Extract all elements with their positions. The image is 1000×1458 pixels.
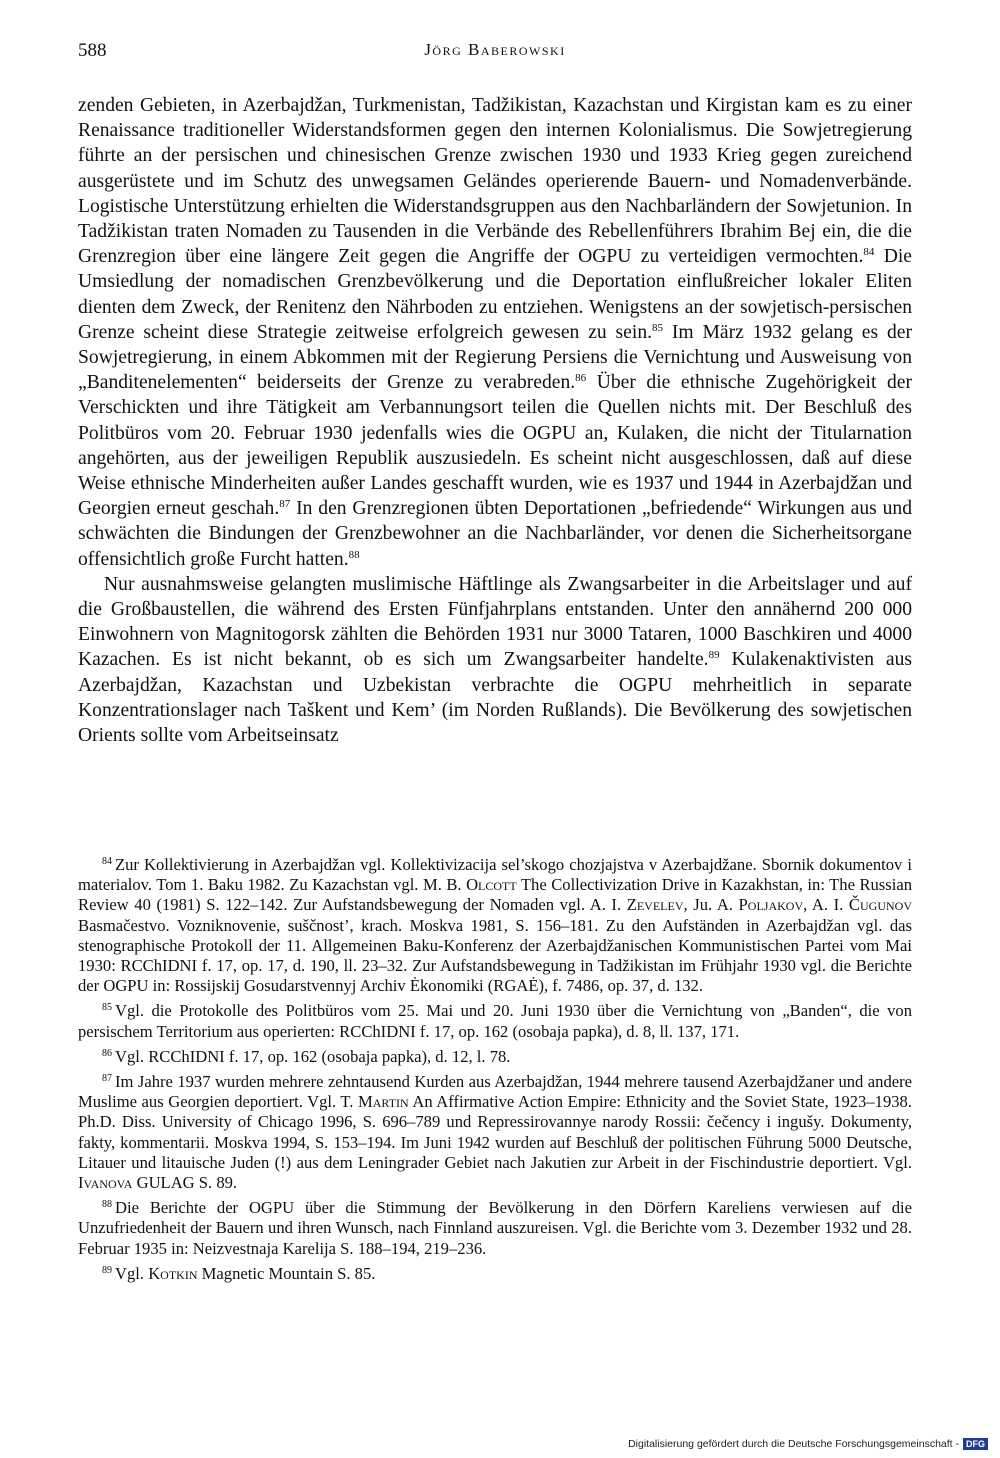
body-text (78, 93, 912, 748)
footnote-88: $^{88}$ Die Berichte der OGPU über die Stimmung der Bevölkerung in den Dörfern Kareliens verwiesen auf die Unzufriedenheit der Bauern und ihren Wunsch, nach Finnland auszureisen. Vgl. die Berichte vom 3. Dezember 1932 und 28. Februar 1935 in: Neizvestnaja Karelija S. 188–194, 219–236. (78, 1198, 912, 1258)
page-header (78, 40, 912, 68)
footnote-87: $^{87}$ Im Jahre 1937 wurden mehrere zehntausend Kurden aus Azerbajdžan, 1944 mehrere tausend Azerbajdžaner und andere Muslime aus Georgien deportiert. Vgl. T. Martin An Affirmative Action Empire: Ethnicity and the Soviet State, 1923–1938. Ph.D. Diss. University of Chicago 1996, S. 696–789 und Repressirovannye narody Rossii: čečency i ingušy. Dokumenty, fakty, kommentarii. Moskva 1994, S. 153–194. Im Juni 1942 wurden auf Beschluß der politischen Führung 5000 Deutsche, Litauer und litauische Juden (!) aus dem Leningrader Gebiet nach Jakutien zur Arbeit in der Fischindustrie deportiert. Vgl. Ivanova GULAG S. 89. (78, 1072, 912, 1193)
footnote-84: $^{84}$ Zur Kollektivierung in Azerbajdžan vgl. Kollektivizacija sel’skogo chozjajstva v Azerbajdžane. Sbornik dokumentov i materialov. Tom 1. Baku 1982. Zu Kazachstan vgl. M. B. Olcott The Collectivization Drive in Kazakhstan, in: The Russian Review 40 (1981) S. 122–142. Zur Aufstandsbewegung der Nomaden vgl. A. I. Zevelev, Ju. A. Poljakov, A. I. Čugunov Basmačestvo. Vozniknovenie, suščnost’, krach. Moskva 1981, S. 156–181. Zu den Aufständen in Azerbajdžan vgl. das stenographische Protokoll der 11. Allgemeinen Baku-Konferenz der Azerbajdžanischen Kommunistischen Partei vom Mai 1930: RCChIDNI f. 17, op. 17, d. 190, ll. 23–32. Zur Aufstandsbewegung in Tadžikistan im Frühjahr 1930 vgl. die Berichte der OGPU in: Rossijskij Gosudarstvennyj Archiv Ėkonomiki (RGAĖ), f. 7486, op. 37, d. 132. (78, 855, 912, 996)
paragraph-2: Nur ausnahmsweise gelangten muslimische Häftlinge als Zwangsarbeiter in die Arbeitslager und auf die Großbaustellen, die während des Ersten Fünfjahrplans entstanden. Unter den annähernd 200 000 Einwohnern von Magnitogorsk zählten die Behörden 1931 nur 3000 Tataren, 1000 Baschkiren und 4000 Kazachen. Es ist nicht bekannt, ob es sich um Zwangsarbeiter handelte.$^{89}$ Kulakenaktivisten aus Azerbajdžan, Kazachstan und Uzbekistan verbrachte die OGPU mehrheitlich in separate Konzentrationslager nach Taškent und Kem’ (im Norden Rußlands). Die Bevölkerung des sowjetischen Orients sollte vom Arbeitseinsatz (78, 573, 912, 747)
paragraph-1: zenden Gebieten, in Azerbajdžan, Turkmenistan, Tadžikistan, Kazachstan und Kirgistan kam es zu einer Renaissance traditioneller Widerstandsformen gegen den internen Kolonialismus. Die Sowjetregierung führte an der persischen und chinesischen Grenze zwischen 1930 und 1933 Krieg gegen zureichend ausgerüstete und im Schutz des unwegsamen Geländes operierende Bauern- und Nomadenverbände. Logistische Unterstützung erhielten die Widerstandsgruppen aus den Nachbarländern der Sowjetunion. In Tadžikistan traten Nomaden zu Tausenden in die Verbände des Rebellenführers Ibrahim Bej ein, die die Grenzregion über eine längere Zeit gegen die Angriffe der OGPU zu verteidigen vermochten.$^{84}$ Die Umsiedlung der nomadischen Grenzbevölkerung und die Deportation einflußreicher lokaler Eliten dienten dem Zweck, der Renitenz den Nährboden zu entziehen. Wenigstens an der sowjetisch-persischen Grenze scheint diese Strategie zeitweise erfolgreich gewesen zu sein.$^{85}$ Im März 1932 gelang es der Sowjetregierung, in einem Abkommen mit der Regierung Persiens die Vernichtung und Ausweisung von „Banditenelementen“ beiderseits der Grenze zu verabreden.$^{86}$ Über die ethnische Zugehörigkeit der Verschickten und ihre Tätigkeit am Verbannungsort teilen die Quellen nichts mit. Der Beschluß des Politbüros vom 20. Februar 1930 jedenfalls wies die OGPU an, Kulaken, die nicht der Titularnation angehörten, aus der jeweiligen Republik auszusiedeln. Es scheint nicht ausgeschlossen, daß auf diese Weise ethnische Minderheiten außer Landes geschafft wurden, wie es 1937 und 1944 in Azerbajdžan und Georgien erneut geschah.$^{87}$ In den Grenzregionen übten Deportationen „befriedende“ Wirkungen aus und schwächten die Bindungen der Grenzbewohner an die Nachbarländer, vor denen die Sicherheitsorgane offensichtlich große Furcht hatten.$^{88}$ (78, 95, 912, 570)
page-number: 588 (78, 40, 107, 61)
footnote-ref-86[interactable]: 86 (575, 372, 587, 385)
footnote-86: $^{86}$ Vgl. RCChIDNI f. 17, op. 162 (osobaja papka), d. 12, l. 78. (102, 1046, 511, 1066)
running-head: Jörg Baberowski (424, 40, 566, 59)
footnote-ref-88[interactable]: 88 (348, 548, 360, 561)
footer-text: Digitalisierung gefördert durch die Deutsche Forschungsgemeinschaft - (628, 1438, 959, 1450)
footnote-ref-89[interactable]: 89 (708, 649, 720, 662)
footnote-85: $^{85}$ Vgl. die Protokolle des Politbüros vom 25. Mai und 20. Juni 1930 über die Vernichtung von „Banden“, die von persischem Territorium aus operierten: RCChIDNI f. 17, op. 162 (osobaja papka), d. 8, ll. 137, 171. (78, 1001, 912, 1041)
footnote-ref-87[interactable]: 87 (279, 498, 291, 511)
footnotes (78, 855, 912, 1289)
footnote-ref-85[interactable]: 85 (652, 321, 664, 334)
footnote-ref-84[interactable]: 84 (863, 246, 875, 259)
footnote-89: $^{89}$ Vgl. Kotkin Magnetic Mountain S. 85. (102, 1263, 376, 1283)
dfg-logo: DFG (963, 1438, 988, 1450)
digitization-footer (628, 1438, 988, 1450)
